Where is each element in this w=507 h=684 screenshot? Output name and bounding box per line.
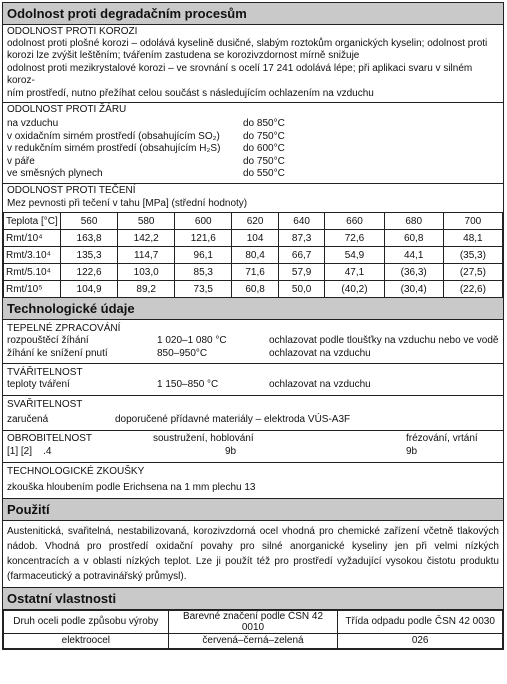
korozi-line: ním prostředí, nutno přežíhat celou součást s následujícím ochlazením na vzduchu	[7, 87, 374, 99]
zaru-value: do 750°C	[243, 155, 285, 167]
table-cell: 122,6	[61, 264, 118, 281]
table-cell: červená–černá–zelená	[168, 633, 338, 648]
svarit-label: zaručená	[7, 413, 49, 425]
zaru-section	[3, 103, 503, 184]
obrob-value-turning: 9b	[225, 445, 237, 457]
table-row	[4, 264, 503, 281]
table-cell: 80,4	[232, 247, 279, 264]
table-row	[4, 633, 503, 648]
zaru-row	[3, 118, 503, 131]
table-cell: 85,3	[175, 264, 232, 281]
section-title-pouziti: Použití	[3, 499, 503, 521]
table-cell: 142,2	[118, 230, 175, 247]
table-cell: Rmt/5.10⁴	[4, 264, 61, 281]
table-cell: 54,9	[325, 247, 384, 264]
zaru-label: v páře	[7, 155, 35, 167]
zaru-value: do 600°C	[243, 143, 285, 155]
table-row	[4, 230, 503, 247]
zaru-row	[3, 131, 503, 144]
obrob-value-row	[3, 446, 503, 462]
table-header-row	[4, 610, 503, 633]
table-cell: 57,9	[278, 264, 325, 281]
creep-table	[3, 212, 503, 298]
table-cell: Rmt/3.10⁴	[4, 247, 61, 264]
table-header-cell: 640	[278, 213, 325, 230]
table-cell: Rmt/10⁴	[4, 230, 61, 247]
korozi-heading: ODOLNOST PROTI KOROZI	[7, 26, 138, 37]
zaru-label: ve směsných plynech	[7, 168, 103, 180]
svarit-row	[3, 414, 503, 431]
table-cell: 135,3	[61, 247, 118, 264]
table-header-cell: Teplota [°C]	[4, 213, 61, 230]
table-cell: 121,6	[175, 230, 232, 247]
tvarit-label: teploty tváření	[7, 379, 70, 391]
tepelne-row	[3, 348, 503, 364]
tepelne-process: žíhání ke snížení pnutí	[7, 347, 108, 359]
tepelne-row	[3, 335, 503, 348]
tvarit-temp: 1 150–850 °C	[157, 379, 219, 391]
table-cell: 104,9	[61, 281, 118, 298]
section-title-degradace: Odolnost proti degradačním procesům	[3, 3, 503, 25]
zkousky-heading: TECHNOLOGICKÉ ZKOUŠKY	[7, 465, 145, 477]
tvarit-section	[3, 364, 503, 396]
table-header-cell: Třída odpadu podle ČSN 42 0030	[338, 610, 503, 633]
table-cell: 87,3	[278, 230, 325, 247]
table-header-cell: 620	[232, 213, 279, 230]
table-cell: 60,8	[384, 230, 443, 247]
table-row	[4, 281, 503, 298]
tepelne-process: rozpouštěcí žíhání	[7, 335, 89, 346]
table-cell: 026	[338, 633, 503, 648]
table-header-cell: 580	[118, 213, 175, 230]
table-cell: 66,7	[278, 247, 325, 264]
table-cell: Rmt/10⁵	[4, 281, 61, 298]
section-title-ostatni: Ostatní vlastnosti	[3, 588, 503, 610]
tepelne-temp: 850–950°C	[157, 347, 208, 359]
zaru-row	[3, 143, 503, 156]
table-cell: 72,6	[325, 230, 384, 247]
section-title-tech: Technologické údaje	[3, 298, 503, 320]
tvarit-heading: TVÁŘITELNOST	[7, 367, 83, 379]
table-header-cell: Druh oceli podle způsobu výroby	[4, 610, 169, 633]
table-header-cell: 560	[61, 213, 118, 230]
tvarit-row	[3, 379, 503, 395]
obrob-col-turning: soustružení, hoblování	[153, 433, 254, 445]
table-cell: (30,4)	[384, 281, 443, 298]
table-header-row	[4, 213, 503, 230]
table-cell: 60,8	[232, 281, 279, 298]
obrob-ref: [1] [2] .4	[7, 445, 52, 457]
table-cell: 48,1	[443, 230, 502, 247]
tepelne-section	[3, 320, 503, 364]
table-header-cell: 680	[384, 213, 443, 230]
table-row	[4, 247, 503, 264]
zaru-label: na vzduchu	[7, 118, 59, 130]
table-cell: (36,3)	[384, 264, 443, 281]
tepelne-temp: 1 020–1 080 °C	[157, 335, 227, 346]
zaru-heading: ODOLNOST PROTI ŽÁRU	[7, 104, 127, 116]
korozi-line: korozi lze zvýšit leštěním; tvářením zastudena se korozivzdornost mírně snižuje	[7, 50, 360, 62]
table-cell: 71,6	[232, 264, 279, 281]
table-header-cell: Barevné značení podle ČSN 42 0010	[168, 610, 338, 633]
zaru-row	[3, 156, 503, 169]
table-cell: (35,3)	[443, 247, 502, 264]
table-cell: 163,8	[61, 230, 118, 247]
table-cell: 103,0	[118, 264, 175, 281]
table-cell: 89,2	[118, 281, 175, 298]
tepelne-heading: TEPELNÉ ZPRACOVÁNÍ	[7, 323, 121, 334]
table-header-cell: 600	[175, 213, 232, 230]
zaru-row	[3, 168, 503, 183]
zaru-value: do 850°C	[243, 118, 285, 130]
zaru-value: do 750°C	[243, 130, 285, 142]
svarit-heading: SVAŘITELNOST	[7, 398, 83, 410]
svarit-materials: doporučené přídavné materiály – elektroda VÚS-A3F	[115, 413, 351, 425]
korozi-line: odolnost proti plošné korozi – odolává kyselině dusičné, slabým roztokům organických kyselin; odolnost proti	[7, 38, 488, 49]
svarit-section	[3, 396, 503, 432]
pouziti-text: Austenitická, svařitelná, nestabilizovaná, korozivzdorná ocel vhodná pro chemické zařízení včetně tlakových nádob. Vhodná pro prostředí oxidační povahy pro silné anorganické kyseliny jen při velmi nízkých koncentracích a v oblasti nízkých teplot. Lze ji použít též pro prostředí vyžadující vysokou čistotu produktu (farmaceutický a potravinářský průmysl).	[7, 525, 499, 582]
tepelne-cooling: ochlazovat podle tloušťky na vzduchu nebo ve vodě	[269, 335, 499, 346]
teceni-note: Mez pevnosti při tečení v tahu [MPa] (střední hodnoty)	[7, 198, 248, 209]
korozi-line: odolnost proti mezikrystalové korozi – ve srovnání s ocelí 17 241 odolává lépe; při aplikaci svaru v silném koroz-	[7, 62, 473, 87]
table-cell: elektroocel	[4, 633, 169, 648]
teceni-heading: ODOLNOST PROTI TEČENÍ	[7, 185, 136, 196]
zaru-value: do 550°C	[243, 168, 285, 180]
korozi-section	[3, 25, 503, 103]
table-cell: (40,2)	[325, 281, 384, 298]
zaru-label: v redukčním sirném prostředí (obsahujícím H₂S)	[7, 143, 221, 155]
tepelne-cooling: ochlazovat na vzduchu	[269, 347, 371, 359]
tvarit-cooling: ochlazovat na vzduchu	[269, 379, 371, 391]
obrob-value-milling: 9b	[406, 445, 418, 457]
zkousky-section	[3, 463, 503, 499]
table-cell: (22,6)	[443, 281, 502, 298]
datasheet	[2, 2, 504, 650]
table-cell: 50,0	[278, 281, 325, 298]
table-cell: 96,1	[175, 247, 232, 264]
table-cell: (27,5)	[443, 264, 502, 281]
table-header-cell: 700	[443, 213, 502, 230]
table-cell: 47,1	[325, 264, 384, 281]
zkousky-text: zkouška hloubením podle Erichsena na 1 mm plechu 13	[7, 481, 256, 493]
teceni-section	[3, 184, 503, 298]
obrob-heading: OBROBITELNOST	[7, 433, 93, 445]
ostatni-table	[3, 610, 503, 649]
obrob-col-milling: frézování, vrtání	[406, 433, 478, 445]
table-cell: 44,1	[384, 247, 443, 264]
table-cell: 114,7	[118, 247, 175, 264]
table-cell: 104	[232, 230, 279, 247]
zaru-label: v oxidačním sirném prostředí (obsahujícím SO₂)	[7, 130, 220, 142]
table-cell: 73,5	[175, 281, 232, 298]
obrob-section	[3, 431, 503, 462]
pouziti-section	[3, 521, 503, 588]
table-header-cell: 660	[325, 213, 384, 230]
obrob-header-row	[3, 431, 503, 446]
